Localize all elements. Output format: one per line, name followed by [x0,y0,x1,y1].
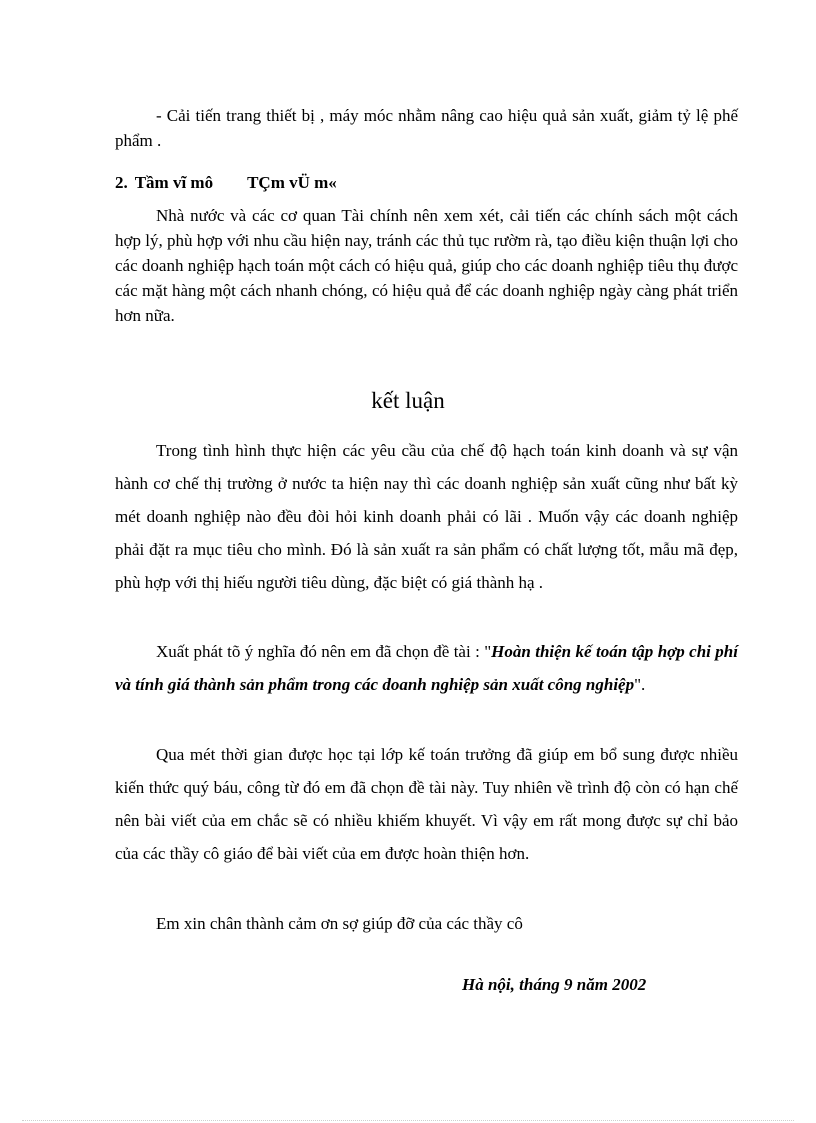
section-number: 2. [115,173,128,192]
paragraph-thanks: Em xin chân thành cảm ơn sợ giúp đỡ của các thầy cô [156,914,523,933]
page-bottom-divider [22,1120,794,1121]
paragraph-improve-equipment: - Cải tiến trang thiết bị , máy móc nhằm nâng cao hiệu quả sản xuất, giảm tỷ lệ phế phẩm . [115,106,738,150]
paragraph-state-policy: Nhà nước và các cơ quan Tài chính nên xem xét, cải tiến các chính sách một cách hợp lý, phù hợp với nhu cầu hiện nay, tránh các thủ tục rườm rà, tạo điều kiện thuận lợi cho các doanh nghiệp hạch toán một cách có hiệu quả, giúp cho các doanh nghiệp tiêu thụ được các mặt hàng một cách nhanh chóng, có hiệu quả để các doanh nghiệp ngày càng phát triển hơn nữa. [115,206,738,325]
topic-prefix: Xuất phát tõ ý nghĩa đó nên em đã chọn đề tài : " [156,642,492,661]
section-heading-macro [115,172,337,194]
section-title: Tầm vĩ mô [134,173,214,192]
section-title-garbled: TÇm vÜ m« [247,173,337,192]
conclusion-title: kết luận [371,388,445,413]
paragraph-context: Trong tình hình thực hiện các yêu cầu của chế độ hạch toán kinh doanh và sự vận hành cơ chế thị trường ở nước ta hiện nay thì các doanh nghiệp sản xuất cũng như bất kỳ mét doanh nghiệp nào đều đòi hỏi kinh doanh phải có lãi . Muốn vậy các doanh nghiệp phải đặt ra mục tiêu cho mình. Đó là sản xuất ra sản phẩm có chất lượng tốt, mẫu mã đẹp, phù hợp với thị hiếu người tiêu dùng, đặc biệt có giá thành hạ . [115,441,738,592]
topic-suffix: ". [634,675,646,694]
paragraph-topic [115,635,738,701]
paragraph-study: Qua mét thời gian được học tại lớp kế toán trưởng đã giúp em bổ sung được nhiều kiến thức quý báu, công từ đó em đã chọn đề tài này. Tuy nhiên về trình độ còn có hạn chế nên bài viết của em chắc sẽ có nhiều khiếm khuyết. Vì vậy em rất mong được sự chỉ bảo của các thầy cô giáo để bài viết của em được hoàn thiện hơn. [115,745,738,863]
topic-title: Hoàn thiện kế toán tập hợp chi phí và tính giá thành sản phẩm trong các doanh nghiệp sản xuất công nghiệp [115,642,738,694]
signature-date: Hà nội, tháng 9 năm 2002 [462,975,647,994]
